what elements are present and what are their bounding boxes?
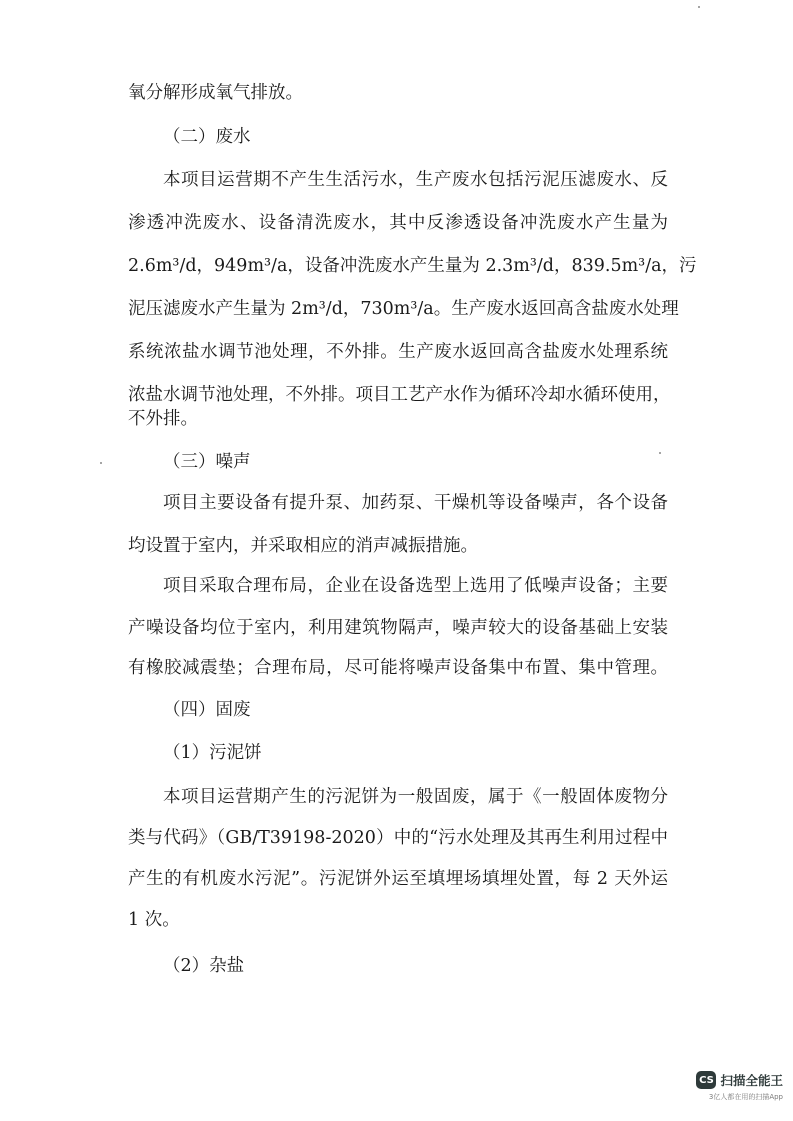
scanner-watermark <box>683 1071 783 1102</box>
watermark-title: 扫描全能王 <box>720 1073 783 1088</box>
text-line: 有橡胶减震垫；合理布局，尽可能将噪声设备集中布置、集中管理。 <box>128 658 668 678</box>
text-line: 1 次。 <box>128 910 180 930</box>
text-line: 项目采取合理布局，企业在设备选型上选用了低噪声设备；主要 <box>163 576 668 596</box>
section-heading-waste-water: （二）废水 <box>163 127 251 147</box>
text-line: 浓盐水调节池处理，不外排。项目工艺产水作为循环冷却水循环使用， <box>128 385 671 405</box>
watermark-subtitle: 3亿人都在用的扫描App <box>708 1093 783 1101</box>
subsection-heading-salt: （2）杂盐 <box>163 956 245 976</box>
text-line: 类与代码》（GB/T39198-2020）中的“污水处理及其再生利用过程中 <box>128 828 668 848</box>
scan-speck <box>659 452 661 454</box>
text-line: 本项目运营期不产生生活污水，生产废水包括污泥压滤废水、反 <box>163 170 668 190</box>
scan-speck <box>698 6 700 8</box>
text-line: 2.6m³/d，949m³/a，设备冲洗废水产生量为 2.3m³/d，839.5m³/a，污 <box>128 256 697 276</box>
scan-speck <box>100 462 102 464</box>
text-line: 均设置于室内，并采取相应的消声减振措施。 <box>128 536 478 556</box>
section-heading-solid-waste: （四）固废 <box>163 700 251 720</box>
section-heading-noise: （三）噪声 <box>163 452 251 472</box>
text-line: 产生的有机废水污泥”。污泥饼外运至填埋场填埋处置，每 2 天外运 <box>128 869 668 889</box>
text-line: 产噪设备均位于室内，利用建筑物隔声，噪声较大的设备基础上安装 <box>128 618 668 638</box>
text-line: 不外排。 <box>128 409 198 429</box>
text-line: 项目主要设备有提升泵、加药泵、干燥机等设备噪声，各个设备 <box>163 493 668 513</box>
camscanner-logo-icon: CS <box>696 1071 716 1089</box>
text-line: 渗透冲洗废水、设备清洗废水，其中反渗透设备冲洗废水产生量为 <box>128 213 668 233</box>
text-line: 泥压滤废水产生量为 2m³/d，730m³/a。生产废水返回高含盐废水处理 <box>128 299 679 319</box>
text-line: 氧分解形成氧气排放。 <box>128 83 303 103</box>
subsection-heading-sludge: （1）污泥饼 <box>163 743 262 763</box>
text-line: 本项目运营期产生的污泥饼为一般固废，属于《一般固体废物分 <box>163 787 668 807</box>
text-line: 系统浓盐水调节池处理，不外排。生产废水返回高含盐废水处理系统 <box>128 342 668 362</box>
